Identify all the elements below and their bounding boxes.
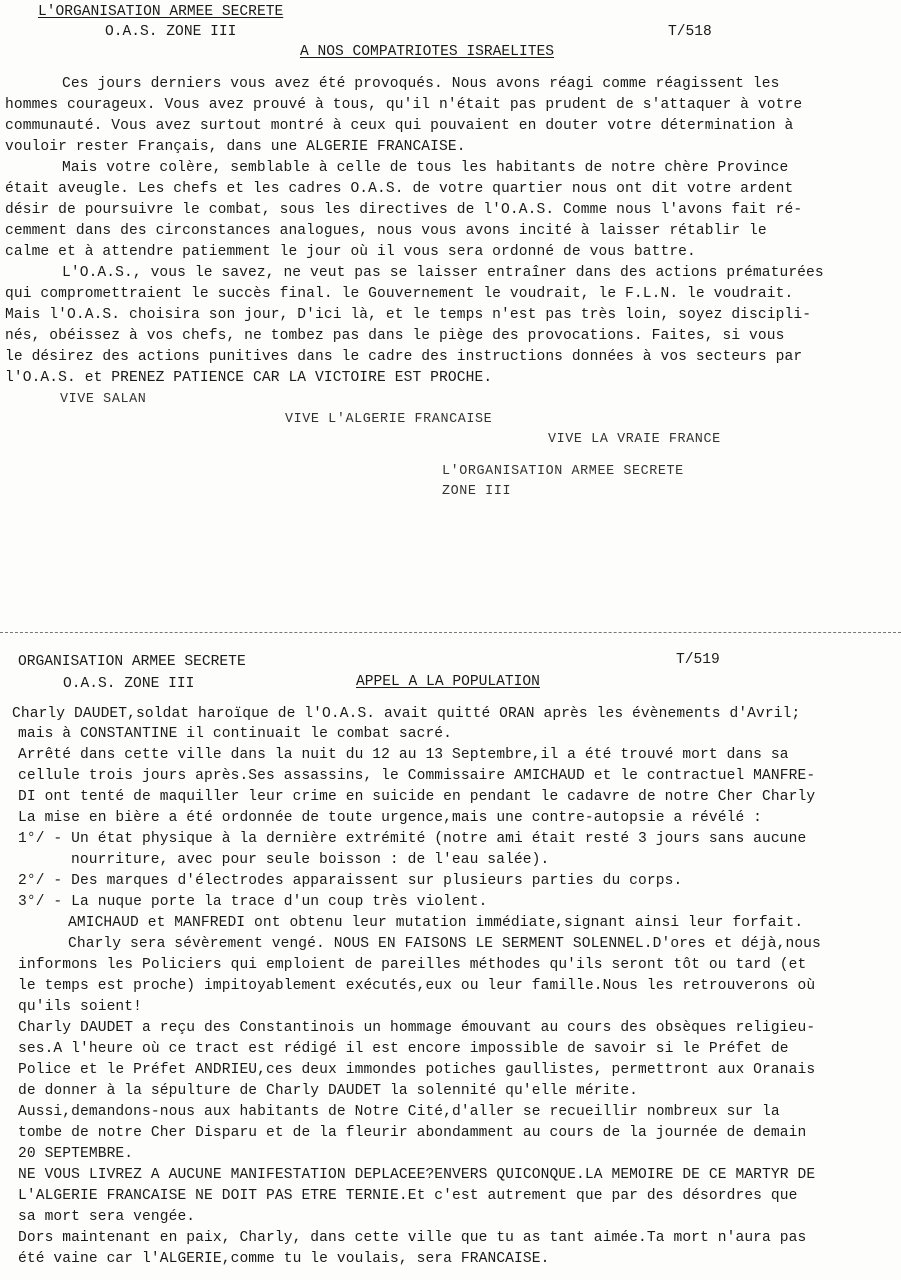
cut-line-divider: [0, 632, 901, 633]
body-line: mais à CONSTANTINE il continuait le combat sacré.: [18, 726, 453, 742]
tract-reference: T/519: [676, 652, 720, 668]
tract-title: A NOS COMPATRIOTES ISRAELITES: [300, 44, 554, 60]
body-line: vouloir rester Français, dans une ALGERIE FRANCAISE.: [5, 139, 466, 155]
list-item: 1°/ - Un état physique à la dernière extrémité (notre ami était resté 3 jours sans aucune: [18, 831, 807, 847]
body-line: le temps est proche) impitoyablement exécutés,eux ou leur famille.Nous les retrouverons où: [18, 978, 816, 994]
body-line: désir de poursuivre le combat, sous les directives de l'O.A.S. Comme nous l'avons fait ré-: [5, 202, 803, 218]
list-item-continuation: nourriture, avec pour seule boisson : de l'eau salée).: [71, 852, 550, 868]
zone-heading: O.A.S. ZONE III: [63, 676, 195, 692]
body-line: informons les Policiers qui emploient de pareilles méthodes qu'ils seront tôt ou tard (et: [18, 957, 807, 973]
body-line: NE VOUS LIVREZ A AUCUNE MANIFESTATION DEPLACEE?ENVERS QUICONQUE.LA MEMOIRE DE CE MARTYR DE: [18, 1167, 816, 1183]
body-line: nés, obéissez à vos chefs, ne tombez pas dans le piège des provocations. Faites, si vous: [5, 328, 785, 344]
body-line: ses.A l'heure où ce tract est rédigé il est encore impossible de savoir si le Préfet de: [18, 1041, 789, 1057]
body-line: 20 SEPTEMBRE.: [18, 1146, 134, 1162]
body-line: qui compromettraient le succès final. le Gouvernement le voudrait, le F.L.N. le voudrait.: [5, 286, 794, 302]
body-line: cellule trois jours après.Ses assassins, le Commissaire AMICHAUD et le contractuel MANFRE-: [18, 768, 816, 784]
body-line: Mais votre colère, semblable à celle de tous les habitants de notre chère Province: [62, 160, 789, 176]
body-line: qu'ils soient!: [18, 999, 143, 1015]
body-line: AMICHAUD et MANFREDI ont obtenu leur mutation immédiate,signant ainsi leur forfait.: [68, 915, 804, 931]
body-line: L'ALGERIE FRANCAISE NE DOIT PAS ETRE TERNIE.Et c'est autrement que par des désordres que: [18, 1188, 798, 1204]
body-line: L'O.A.S., vous le savez, ne veut pas se laisser entraîner dans des actions prématurées: [62, 265, 824, 281]
body-line: sa mort sera vengée.: [18, 1209, 196, 1225]
body-line: Dors maintenant en paix, Charly, dans cette ville que tu as tant aimée.Ta mort n'aura pas: [18, 1230, 807, 1246]
body-line: cemment dans des circonstances analogues, nous vous avons incité à laisser rétablir le: [5, 223, 767, 239]
list-item: 3°/ - La nuque porte la trace d'un coup très violent.: [18, 894, 488, 910]
body-line: était aveugle. Les chefs et les cadres O.A.S. de votre quartier nous ont dit votre ardent: [5, 181, 794, 197]
body-line: tombe de notre Cher Disparu et de la fleurir abondamment au cours de la journée de demain: [18, 1125, 807, 1141]
signature-line: VIVE L'ALGERIE FRANCAISE: [285, 412, 493, 427]
body-line: Charly DAUDET,soldat haroïque de l'O.A.S. avait quitté ORAN après les évènements d'Avril;: [12, 706, 801, 722]
body-line: communauté. Vous avez surtout montré à ceux qui pouvaient en douter votre détermination à: [5, 118, 794, 134]
body-line: été vaine car l'ALGERIE,comme tu le voulais, sera FRANCAISE.: [18, 1251, 550, 1267]
body-line: DI ont tenté de maquiller leur crime en suicide en pendant le cadavre de notre Cher Charly: [18, 789, 816, 805]
org-heading: ORGANISATION ARMEE SECRETE: [18, 654, 246, 670]
body-line: Arrêté dans cette ville dans la nuit du 12 au 13 Septembre,il a été trouvé mort dans sa: [18, 747, 789, 763]
body-line: l'O.A.S. et PRENEZ PATIENCE CAR LA VICTOIRE EST PROCHE.: [5, 370, 493, 386]
signature-line: VIVE LA VRAIE FRANCE: [548, 432, 721, 447]
list-item: 2°/ - Des marques d'électrodes apparaissent sur plusieurs parties du corps.: [18, 873, 683, 889]
signature-line: L'ORGANISATION ARMEE SECRETE: [442, 464, 684, 479]
body-line: Aussi,demandons-nous aux habitants de Notre Cité,d'aller se recueillir nombreux sur la: [18, 1104, 780, 1120]
zone-heading: O.A.S. ZONE III: [105, 24, 237, 40]
signature-line: VIVE SALAN: [60, 392, 147, 407]
body-line: de donner à la sépulture de Charly DAUDET la solennité qu'elle mérite.: [18, 1083, 639, 1099]
body-line: Mais l'O.A.S. choisira son jour, D'ici là, et le temps n'est pas très loin, soyez discipli-: [5, 307, 812, 323]
body-line: hommes courageux. Vous avez prouvé à tous, qu'il n'était pas prudent de s'attaquer à votre: [5, 97, 803, 113]
body-line: calme et à attendre patiemment le jour où il vous sera ordonné de vous battre.: [5, 244, 696, 260]
body-line: Charly DAUDET a reçu des Constantinois un hommage émouvant au cours des obsèques religieu-: [18, 1020, 816, 1036]
body-line: le désirez des actions punitives dans le cadre des instructions données à vos secteurs par: [5, 349, 803, 365]
org-heading: L'ORGANISATION ARMEE SECRETE: [38, 4, 284, 20]
body-line: Ces jours derniers vous avez été provoqués. Nous avons réagi comme réagissent les: [62, 76, 780, 92]
tract-reference: T/518: [668, 24, 712, 40]
signature-line: ZONE III: [442, 484, 512, 499]
body-line: La mise en bière a été ordonnée de toute urgence,mais une contre-autopsie a révélé :: [18, 810, 763, 826]
body-line: Police et le Préfet ANDRIEU,ces deux immondes potiches gaullistes, permettront aux Oranais: [18, 1062, 816, 1078]
tract-title: APPEL A LA POPULATION: [356, 674, 540, 690]
body-line: Charly sera sévèrement vengé. NOUS EN FAISONS LE SERMENT SOLENNEL.D'ores et déjà,nous: [68, 936, 821, 952]
